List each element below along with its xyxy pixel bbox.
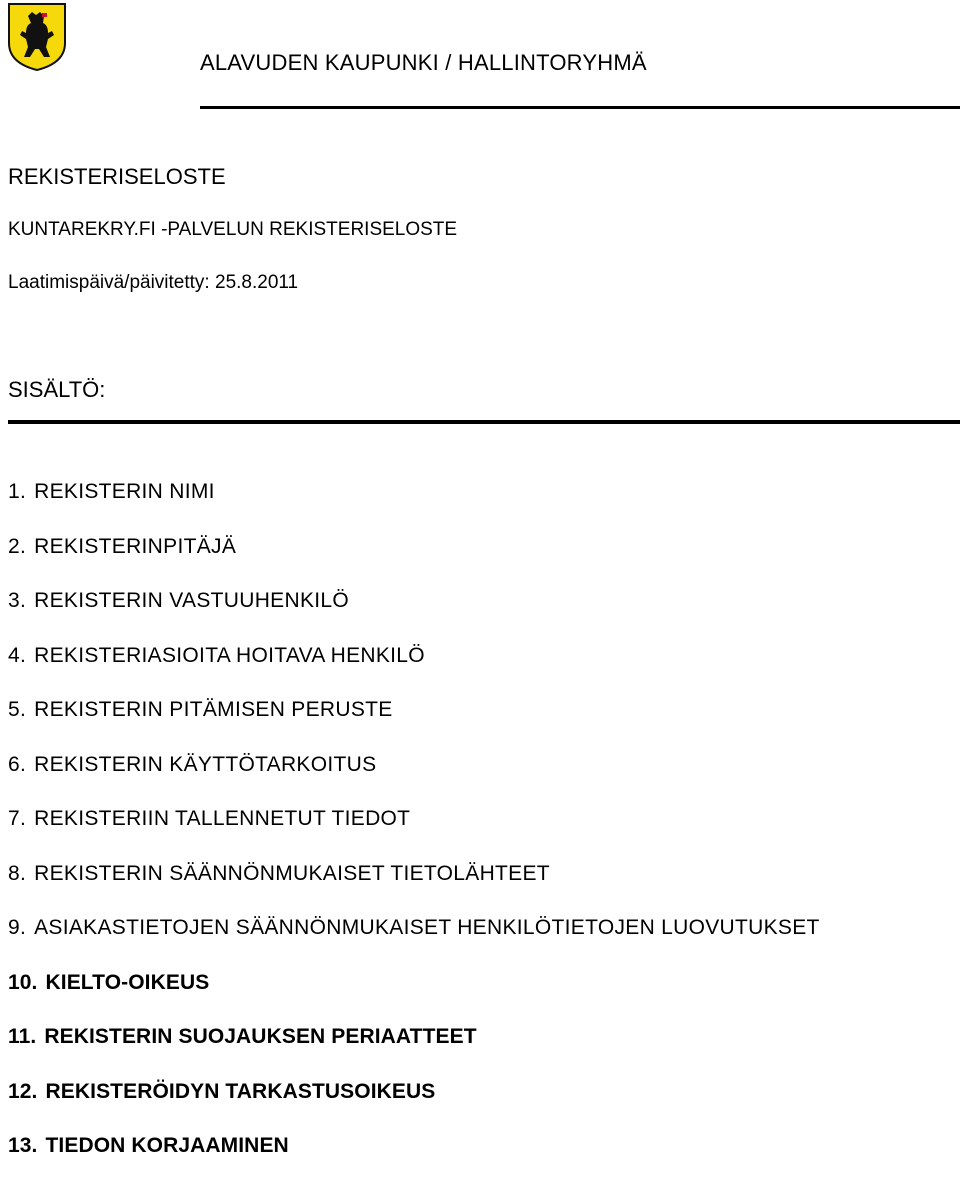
- toc-item-number: 5.: [8, 698, 27, 721]
- document-subtitle: KUNTAREKRY.FI -PALVELUN REKISTERISELOSTE: [8, 219, 458, 240]
- toc-item: [8, 1131, 820, 1186]
- toc-item-number: 12.: [8, 1079, 38, 1103]
- date-value: 25.8.2011: [215, 272, 299, 293]
- toc-item: [8, 859, 820, 914]
- header-divider: [200, 106, 960, 109]
- toc-item-number: 10.: [8, 970, 38, 994]
- toc-item-number: 8.: [8, 861, 27, 885]
- toc-item-label: REKISTERIIN TALLENNETUT TIEDOT: [34, 807, 411, 830]
- toc-item: [8, 586, 820, 641]
- toc-item-label: REKISTERIASIOITA HOITAVA HENKILÖ: [34, 643, 425, 667]
- toc-item-label: KIELTO-OIKEUS: [45, 970, 210, 994]
- toc-divider: [8, 420, 960, 424]
- toc-item-label: TIEDON KORJAAMINEN: [45, 1134, 289, 1157]
- toc-item-label: REKISTERÖIDYN TARKASTUSOIKEUS: [45, 1079, 436, 1103]
- coat-of-arms-logo: [8, 3, 66, 71]
- toc-item-label: REKISTERINPITÄJÄ: [34, 534, 237, 558]
- toc-item-number: 9.: [8, 916, 27, 939]
- toc-item-number: 1.: [8, 480, 27, 503]
- toc-item-label: REKISTERIN NIMI: [34, 480, 215, 503]
- toc-item: [8, 913, 820, 968]
- toc-item-label: REKISTERIN SUOJAUKSEN PERIAATTEET: [44, 1025, 477, 1048]
- toc-item-number: 3.: [8, 589, 27, 612]
- toc-item: [8, 641, 820, 696]
- toc-item: [8, 695, 820, 750]
- toc-item-label: REKISTERIN VASTUUHENKILÖ: [34, 589, 349, 612]
- toc-item: [8, 477, 820, 532]
- toc-item-number: 13.: [8, 1134, 38, 1157]
- toc-item: [8, 750, 820, 805]
- toc-heading: SISÄLTÖ:: [8, 377, 106, 402]
- crest-accent: [42, 13, 47, 17]
- toc-item: [8, 532, 820, 587]
- date-label: Laatimispäivä/päivitetty:: [8, 272, 210, 293]
- document-date: [8, 272, 298, 294]
- table-of-contents: [8, 477, 820, 1186]
- toc-item: [8, 1022, 820, 1077]
- toc-item-label: REKISTERIN PITÄMISEN PERUSTE: [34, 698, 393, 721]
- toc-item: [8, 968, 820, 1023]
- toc-item-number: 7.: [8, 807, 27, 830]
- toc-item-label: REKISTERIN KÄYTTÖTARKOITUS: [34, 752, 377, 776]
- toc-item-number: 2.: [8, 534, 27, 558]
- toc-item-number: 11.: [8, 1025, 37, 1048]
- organization-title: ALAVUDEN KAUPUNKI / HALLINTORYHMÄ: [200, 50, 647, 75]
- document-title: REKISTERISELOSTE: [8, 164, 226, 189]
- toc-item-number: 6.: [8, 752, 27, 776]
- toc-item-number: 4.: [8, 643, 27, 667]
- toc-item-label: ASIAKASTIETOJEN SÄÄNNÖNMUKAISET HENKILÖTIETOJEN LUOVUTUKSET: [34, 916, 820, 939]
- toc-item: [8, 804, 820, 859]
- toc-item-label: REKISTERIN SÄÄNNÖNMUKAISET TIETOLÄHTEET: [34, 861, 550, 885]
- toc-item: [8, 1077, 820, 1132]
